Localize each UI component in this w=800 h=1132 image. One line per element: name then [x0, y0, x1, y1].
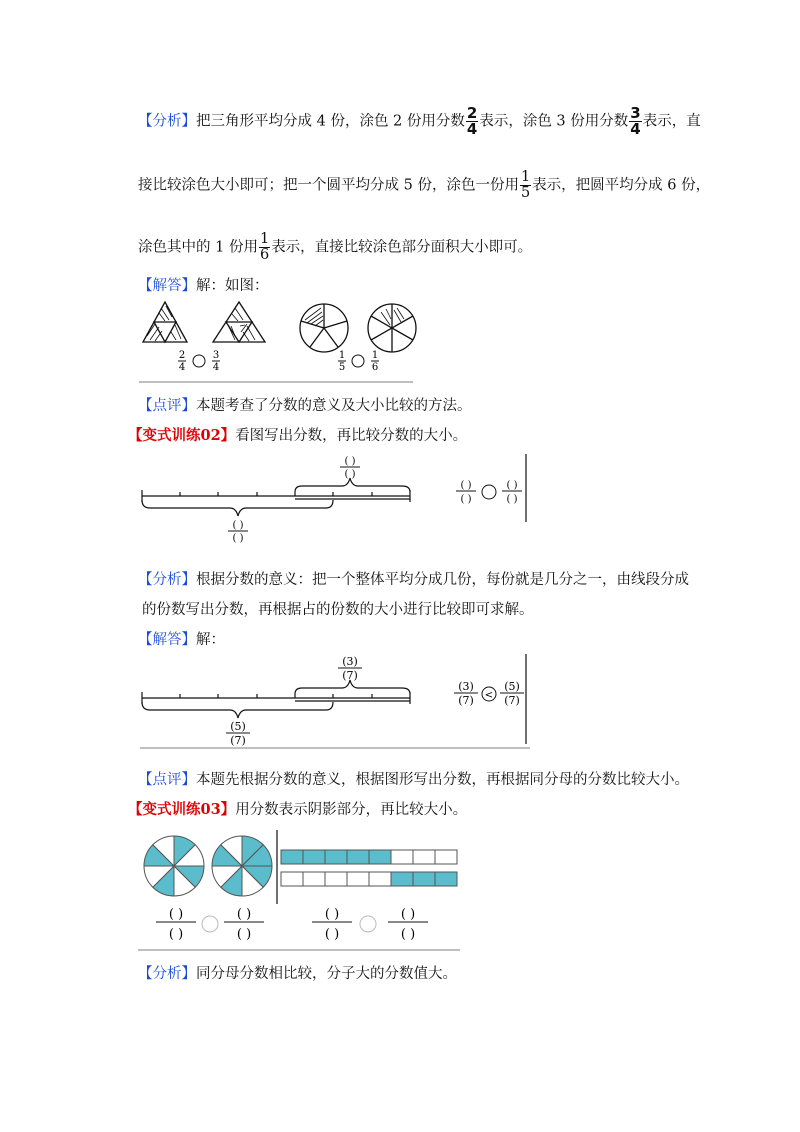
triangle-circle-figure	[135, 298, 425, 390]
triangle-left	[143, 302, 187, 342]
bar-eighths-top	[281, 850, 457, 864]
analysis-text: 表示，直	[642, 113, 701, 130]
ex2-line-segment-figure	[140, 452, 540, 544]
ex3-title: 【变式训练03】	[128, 801, 236, 818]
comment-text: 本题考查了分数的意义及大小比较的方法。	[196, 398, 472, 414]
triangle-right	[213, 302, 265, 342]
tri-left-num: 2	[178, 350, 186, 361]
bottom-blank-den: ( )	[232, 533, 244, 544]
ex2-prompt: 看图写出分数，再比较分数的大小。	[235, 428, 468, 444]
fraction-1-6: $\frac{1}{6}$	[259, 231, 270, 263]
analysis-text: 表示，直接比较涂色部分面积大小即可。	[271, 239, 533, 256]
right-blank-den: ( )	[506, 494, 518, 505]
sol-right-num: (5)	[504, 680, 520, 693]
sol-left-num: (3)	[458, 680, 474, 693]
ex3-blank-3-den: ( )	[324, 927, 340, 942]
circ-left-den: 5	[338, 362, 346, 373]
sol-left-den: (7)	[458, 694, 474, 707]
bottom-blank-num: ( )	[232, 520, 244, 531]
ex3-shading-figure	[138, 828, 468, 958]
ex2-title-line	[128, 426, 467, 446]
ex2-solution-figure	[140, 652, 540, 752]
top-blank-den: ( )	[344, 469, 356, 480]
bar-cell	[435, 872, 457, 886]
ex3-blank-2-num: ( )	[236, 907, 252, 922]
sol-right-den: (7)	[504, 694, 520, 707]
circ-left-num: 1	[338, 350, 346, 361]
ex3-blank-2-den: ( )	[236, 927, 252, 942]
fraction-1-5: $\frac{1}{5}$	[520, 169, 531, 201]
bar-cell	[303, 872, 325, 886]
bar-cell	[325, 872, 347, 886]
comment-tag: 【点评】	[138, 398, 196, 414]
analysis-line-3	[138, 232, 532, 263]
ex2-answer-line	[138, 630, 225, 650]
ex2-analysis-line-2	[142, 600, 534, 620]
ex3-blank-4-den: ( )	[400, 927, 416, 942]
ex3-analysis-line	[138, 964, 457, 984]
ex2-analysis-text-2: 的份数写出分数，再根据占的份数的大小进行比较即可求解。	[142, 602, 534, 618]
analysis-tag: 【分析】	[138, 113, 196, 130]
ex2-comment-line	[138, 770, 689, 790]
sol-top-num: (3)	[342, 655, 358, 668]
tri-right-den: 4	[212, 362, 220, 373]
ex2-comment-text: 本题先根据分数的意义，根据图形写出分数，再根据同分母的分数比较大小。	[196, 772, 689, 788]
circ-right-den: 6	[371, 362, 379, 373]
analysis-text: 表示，涂色 3 份用分数	[479, 113, 629, 130]
sol-bottom-num: (5)	[230, 720, 246, 733]
ex2-title: 【变式训练02】	[128, 427, 236, 444]
fraction-2-4: $\frac{2}{4}$	[466, 104, 478, 138]
analysis-text: 接比较涂色大小即可；把一个圆平均分成 5 份，涂色一份用	[138, 177, 519, 194]
bar-cell	[347, 850, 369, 864]
circ-right-num: 1	[371, 350, 379, 361]
fraction-3-4: $\frac{3}{4}$	[630, 104, 641, 138]
analysis-text: 表示，把圆平均分成 6 份，	[532, 177, 711, 194]
sol-bottom-den: (7)	[230, 734, 246, 747]
ex3-blank-1-num: ( )	[168, 907, 184, 922]
ex2-analysis-line-1	[138, 570, 689, 590]
answer-text: 解：如图：	[196, 278, 269, 294]
tri-left-den: 4	[178, 362, 186, 373]
bar-cell	[413, 872, 435, 886]
analysis-line-1	[138, 106, 701, 137]
analysis-line-2	[138, 170, 710, 201]
ex3-blank-1-den: ( )	[168, 927, 184, 942]
right-blank-num: ( )	[506, 480, 518, 491]
analysis-text: 涂色其中的 1 份用	[138, 239, 258, 256]
bar-cell	[281, 872, 303, 886]
ex3-blank-3-num: ( )	[324, 907, 340, 922]
analysis-text: 把三角形平均分成 4 份，涂色 2 份用分数	[196, 113, 465, 130]
ex3-analysis-tag: 【分析】	[138, 966, 196, 982]
bar-cell	[413, 850, 435, 864]
tri-right-num: 3	[212, 350, 220, 361]
ex3-prompt: 用分数表示阴影部分，再比较大小。	[235, 802, 468, 818]
circle-eighths-left	[144, 836, 204, 896]
bar-cell	[281, 850, 303, 864]
bar-cell	[391, 850, 413, 864]
sol-sign: <	[484, 690, 494, 701]
ex2-analysis-text: 根据分数的意义：把一个整体平均分成几份，每份就是几分之一，由线段分成	[196, 572, 689, 588]
ex2-answer-text: 解：	[196, 632, 225, 648]
bar-cell	[347, 872, 369, 886]
top-blank-num: ( )	[344, 456, 356, 467]
ex2-analysis-tag: 【分析】	[138, 572, 196, 588]
bar-eighths-bottom	[281, 872, 457, 886]
circle-eighths-right	[212, 836, 272, 896]
bar-cell	[369, 872, 391, 886]
circle-six-parts	[368, 304, 416, 352]
bar-cell	[369, 850, 391, 864]
answer-line	[138, 276, 269, 296]
triangle-fractions	[178, 350, 220, 373]
bar-cell	[435, 850, 457, 864]
left-blank-den: ( )	[460, 494, 472, 505]
bar-cell	[391, 872, 413, 886]
ex3-title-line	[128, 800, 467, 820]
sol-top-den: (7)	[342, 669, 358, 682]
bar-cell	[325, 850, 347, 864]
ex3-analysis-text: 同分母分数相比较，分子大的分数值大。	[196, 966, 457, 982]
ex2-answer-tag: 【解答】	[138, 632, 196, 648]
circle-five-parts	[300, 304, 348, 352]
bar-cell	[303, 850, 325, 864]
ex3-blank-4-num: ( )	[400, 907, 416, 922]
ex2-comment-tag: 【点评】	[138, 772, 196, 788]
answer-tag: 【解答】	[138, 278, 196, 294]
left-blank-num: ( )	[460, 480, 472, 491]
comment-line	[138, 396, 472, 416]
circle-fractions	[338, 350, 379, 373]
